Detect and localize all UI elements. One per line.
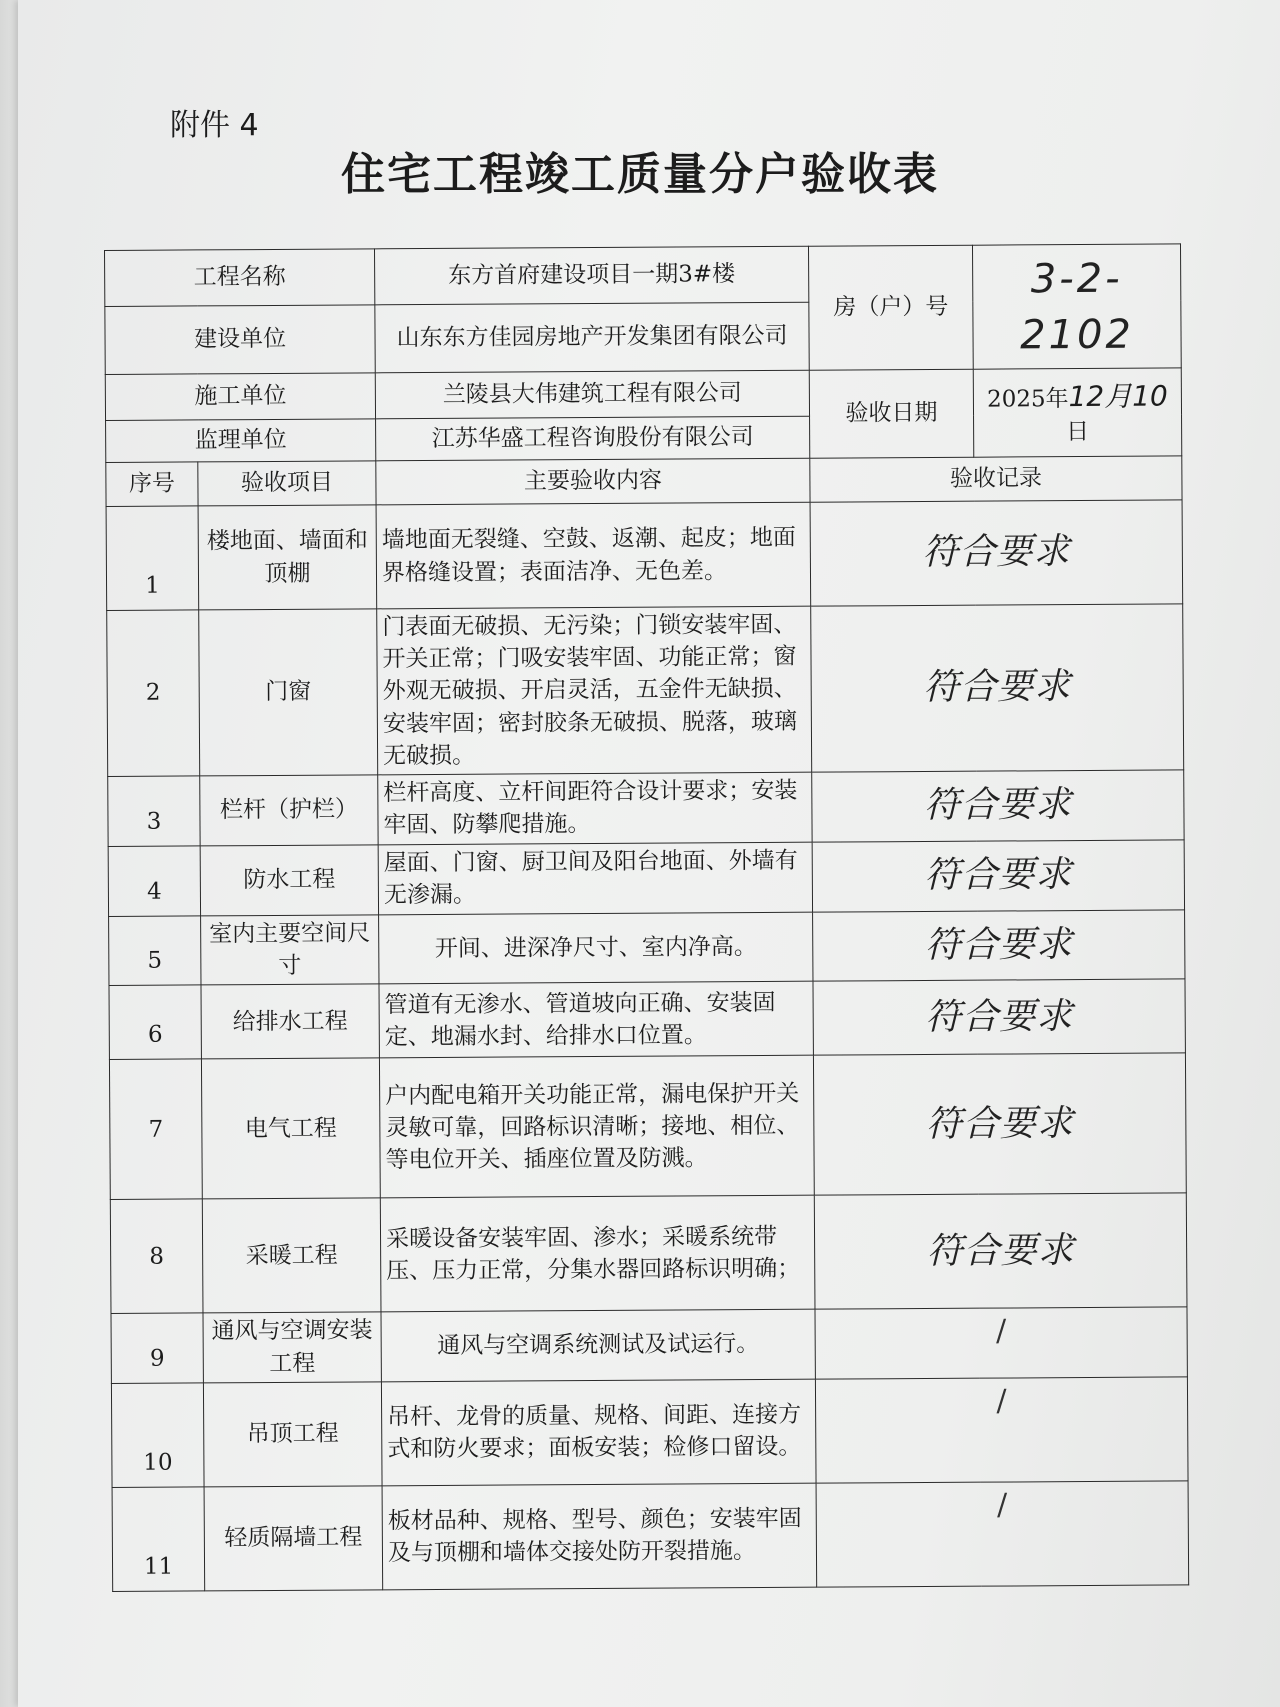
- contractor-label: 施工单位: [105, 373, 375, 421]
- row-item: 门窗: [199, 609, 378, 776]
- row-record: /: [815, 1377, 1188, 1483]
- row-record: 符合要求: [811, 604, 1184, 772]
- row-record: /: [815, 1307, 1187, 1379]
- row-number: 3: [108, 776, 200, 847]
- column-header-no: 序号: [106, 462, 198, 507]
- table-row: [109, 910, 1185, 986]
- table-row: [110, 1193, 1187, 1314]
- row-record: 符合要求: [812, 840, 1184, 912]
- row-number: 7: [109, 1059, 202, 1200]
- row-item: 采暖工程: [202, 1198, 381, 1313]
- row-content: 门表面无破损、无污染；门锁安装牢固、开关正常；门吸安装牢固、功能正常；窗外观无破损、开启灵活，五金件无缺损、 安装牢固；密封胶条无破损、脱落，玻璃无破损。: [377, 606, 812, 775]
- row-content: 采暖设备安装牢固、渗水；采暖系统带压、压力正常，分集水器回路标识明确；: [380, 1195, 815, 1312]
- row-content: 栏杆高度、立杆间距符合设计要求；安装牢固、防攀爬措施。: [378, 772, 812, 845]
- date-handwritten: 12月10: [1068, 379, 1168, 413]
- row-record: /: [816, 1481, 1189, 1587]
- date-year: 2025年: [986, 385, 1069, 413]
- attachment-number: 附件 4: [170, 108, 259, 143]
- row-record: 符合要求: [814, 1193, 1187, 1309]
- row-record: 符合要求: [812, 770, 1184, 842]
- contractor-row: [105, 368, 1181, 421]
- table-row: [112, 1481, 1189, 1592]
- row-number: 2: [107, 610, 200, 776]
- row-item: 室内主要空间尺寸: [201, 915, 379, 985]
- inspection-form-table: [104, 243, 1189, 1591]
- row-item: 吊顶工程: [203, 1382, 382, 1487]
- row-record: 符合要求: [813, 910, 1185, 982]
- row-number: 8: [110, 1199, 203, 1314]
- contractor-value: 兰陵县大伟建筑工程有限公司: [375, 370, 809, 419]
- inspection-date-label: 验收日期: [809, 369, 974, 458]
- project-name-label: 工程名称: [105, 249, 375, 307]
- row-item: 给排水工程: [201, 984, 379, 1059]
- row-item: 轻质隔墙工程: [204, 1486, 383, 1591]
- row-content: 管道有无渗水、管道坡向正确、安装固定、地漏水封、给排水口位置。: [379, 981, 813, 1058]
- row-content: 屋面、门窗、厨卫间及阳台地面、外墙有无渗漏。: [378, 842, 812, 915]
- inspection-date-value: [973, 368, 1182, 457]
- table-row: [111, 1377, 1188, 1488]
- column-header-item: 验收项目: [198, 461, 376, 506]
- row-content: 开间、进深净尺寸、室内净高。: [379, 912, 813, 984]
- row-content: 墙地面无裂缝、空鼓、返潮、起皮；地面界格缝设置；表面洁净、无色差。: [376, 502, 811, 609]
- row-item: 通风与空调安装工程: [203, 1312, 381, 1382]
- row-record: 符合要求: [813, 979, 1185, 1055]
- row-content: 吊杆、龙骨的质量、规格、间距、连接方式和防火要求；面板安装；检修口留设。: [381, 1379, 816, 1486]
- project-name-row: [105, 244, 1181, 307]
- row-content: 通风与空调系统测试及试运行。: [381, 1309, 815, 1381]
- row-content: 板材品种、规格、型号、颜色；安装牢固及与顶棚和墙体交接处防开裂措施。: [382, 1483, 817, 1590]
- table-row: [106, 500, 1183, 611]
- row-item: 栏杆（护栏）: [200, 775, 378, 846]
- row-item: 电气工程: [201, 1058, 380, 1199]
- builder-label: 建设单位: [105, 305, 375, 375]
- row-item: 楼地面、墙面和顶棚: [198, 505, 377, 610]
- row-number: 5: [109, 916, 201, 986]
- project-name-value: 东方首府建设项目一期3#楼: [374, 246, 808, 305]
- supervisor-label: 监理单位: [106, 419, 376, 463]
- column-header-content: 主要验收内容: [376, 458, 810, 505]
- document-title: 住宅工程竣工质量分户验收表: [341, 149, 939, 200]
- table-row: [108, 770, 1184, 847]
- row-number: 6: [109, 985, 201, 1060]
- row-record: 符合要求: [813, 1053, 1186, 1195]
- date-suffix: 日: [1066, 418, 1090, 446]
- row-item: 防水工程: [200, 845, 378, 916]
- row-number: 11: [112, 1487, 205, 1592]
- table-row: [109, 1053, 1186, 1200]
- supervisor-value: 江苏华盛工程咨询股份有限公司: [376, 416, 810, 461]
- table-row: [107, 604, 1184, 777]
- row-content: 户内配电箱开关功能正常，漏电保护开关灵敏可靠，回路标识清晰；接地、相位、等电位开关、插座位置及防溅。: [379, 1055, 814, 1198]
- row-record: 符合要求: [810, 500, 1183, 606]
- table-row: [111, 1307, 1187, 1383]
- column-header-row: [106, 456, 1182, 507]
- room-number-value: 3-2-2102: [972, 244, 1181, 369]
- column-header-record: 验收记录: [810, 456, 1182, 502]
- table-row: [108, 840, 1184, 917]
- table-row: [109, 979, 1185, 1060]
- row-number: 10: [111, 1383, 204, 1488]
- builder-value: 山东东方佳园房地产开发集团有限公司: [375, 302, 809, 373]
- row-number: 9: [111, 1313, 203, 1383]
- row-number: 1: [106, 506, 199, 611]
- row-number: 4: [108, 846, 200, 917]
- room-number-label: 房（户）号: [808, 245, 973, 370]
